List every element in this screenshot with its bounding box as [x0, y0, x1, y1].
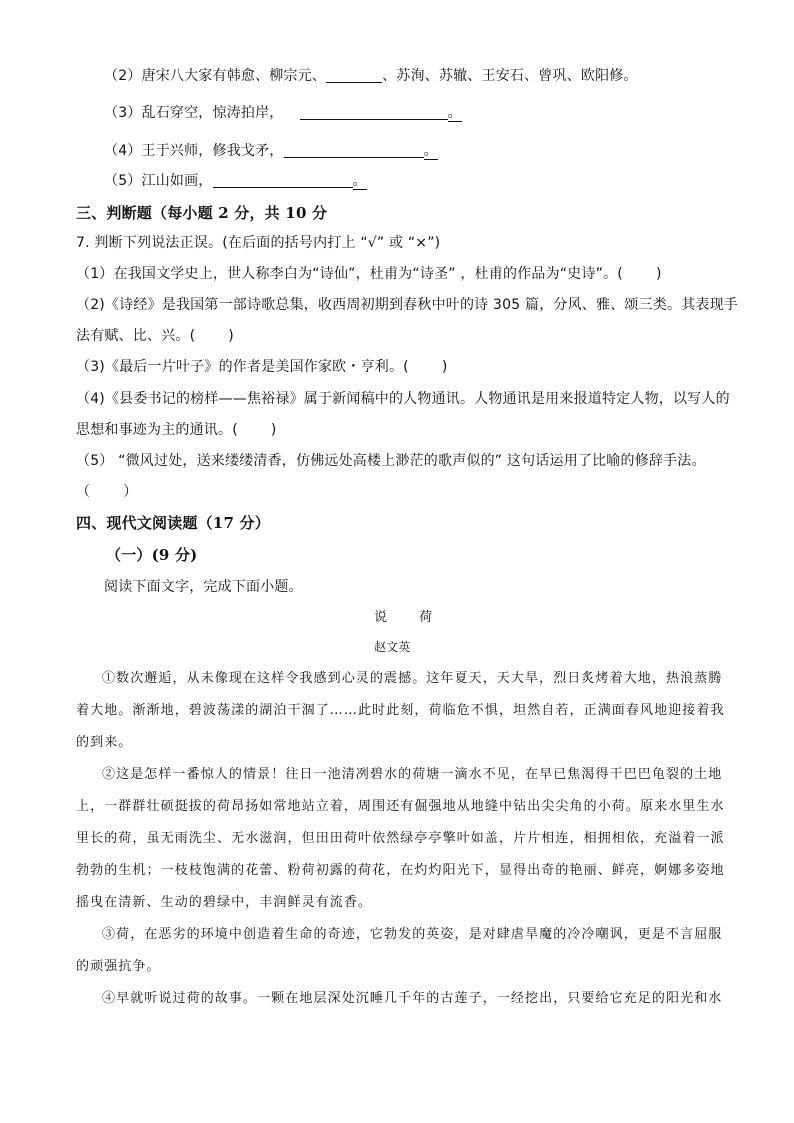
article-line: 摇曳在清新、生动的碧绿中，丰润鲜灵有流香。 — [76, 895, 373, 910]
q2-text-after: 、苏洵、苏辙、王安石、曾巩、欧阳修。 — [382, 68, 638, 84]
article-title: 说 荷 — [374, 610, 447, 625]
q2-blank[interactable] — [326, 68, 382, 83]
section4-subheading: （一）(9 分) — [106, 546, 198, 564]
judge-item-4-cont: 思想和事迹为主的通讯。( ) — [76, 422, 277, 438]
article-line: ①数次邂逅，从未像现在这样令我感到心灵的震撼。这年夏天，天大旱，烈日炙烤着大地，热浪蒸腾 — [102, 671, 723, 686]
fill-in-q5 — [104, 172, 367, 190]
article-line: 的顽强抗争。 — [76, 959, 161, 974]
article-line: 的到来。 — [76, 735, 133, 750]
q4-text-after: 。 — [423, 143, 438, 159]
q2-text-before: （2）唐宋八大家有韩愈、柳宗元、 — [104, 68, 327, 84]
article-line: 勃勃的生机；一枝枝饱满的花蕾、粉荷初露的荷花，在灼灼阳光下，显得出奇的艳丽、鲜亮，婀娜多姿地 — [76, 863, 725, 878]
q4-blank[interactable] — [284, 143, 424, 158]
q5-text-before: （5）江山如画， — [104, 173, 213, 189]
reading-instruction: 阅读下面文字，完成下面小题。 — [104, 579, 303, 595]
q3-text-before: （3）乱石穿空，惊涛拍岸， — [104, 105, 284, 121]
judge-item-5: （5） “微风过处，送来缕缕清香，仿佛远处高楼上渺茫的歌声似的” 这句话运用了比喻的修辞手法。 — [76, 453, 706, 469]
section3-heading: 三、判断题（每小题 2 分，共 10 分 — [76, 204, 328, 222]
judge-item-4: （4)《县委书记的榜样——焦裕禄》属于新闻稿中的人物通讯。人物通讯是用来报道特定人物，以写人的 — [76, 391, 730, 407]
judge-item-5-bracket: （ ） — [76, 484, 138, 500]
article-line: 上，一群群壮硕挺拔的荷昂扬如常地站立着，周围还有倔强地从地缝中钻出尖尖角的小荷。原来水里生水 — [76, 799, 725, 814]
q4-text-before: （4）王于兴师，修我戈矛， — [104, 143, 284, 159]
judge-item-2: （2)《诗经》是我国第一部诗歌总集，收西周初期到春秋中叶的诗 305 篇，分风、雅、颂三类。其表现手 — [76, 297, 738, 313]
judge-item-2-cont: 法有赋、比、兴。( ) — [76, 328, 234, 344]
article-line: ④早就听说过荷的故事。一颗在地层深处沉睡几千年的古莲子，一经挖出，只要给它充足的阳光和水 — [102, 991, 723, 1006]
article-author: 赵文英 — [374, 640, 411, 654]
q3-text-after: 。 — [447, 105, 462, 121]
article-line: 里长的荷，虽无雨洗尘、无水滋润，但田田荷叶依然绿亭亭擎叶如盖，片片相连，相拥相依，充溢着一派 — [76, 831, 725, 846]
judge-item-3: （3)《最后一片叶子》的作者是美国作家欧・亨利。( ) — [76, 359, 448, 375]
q3-blank[interactable] — [300, 105, 448, 120]
article-line: ②这是怎样一番惊人的情景！往日一池清冽碧水的荷塘一滴水不见，在早已焦渴得干巴巴龟裂的土地 — [102, 767, 723, 782]
fill-in-q3 — [104, 104, 462, 122]
fill-in-q2 — [104, 67, 638, 85]
section4-heading: 四、现代文阅读题（17 分） — [76, 514, 270, 532]
q5-text-after: 。 — [352, 173, 367, 189]
judge-item-1: （1）在我国文学史上，世人称李白为“诗仙”，杜甫为“诗圣” ，杜甫的作品为“史诗”。( ) — [76, 266, 662, 282]
article-line: 着大地。渐渐地，碧波荡漾的湖泊干涸了……此时此刻，荷临危不惧，坦然自若，正满面春风地迎接着我 — [76, 703, 725, 718]
article-line: ③荷，在恶劣的环境中创造着生命的奇迹，它勃发的英姿，是对肆虐旱魔的冷冷嘲讽，更是不言屈服 — [102, 927, 723, 942]
q5-blank[interactable] — [213, 173, 353, 188]
q7-prompt: 7. 判断下列说法正误。(在后面的括号内打上 “√” 或 “×”) — [76, 235, 441, 251]
fill-in-q4 — [104, 142, 438, 160]
